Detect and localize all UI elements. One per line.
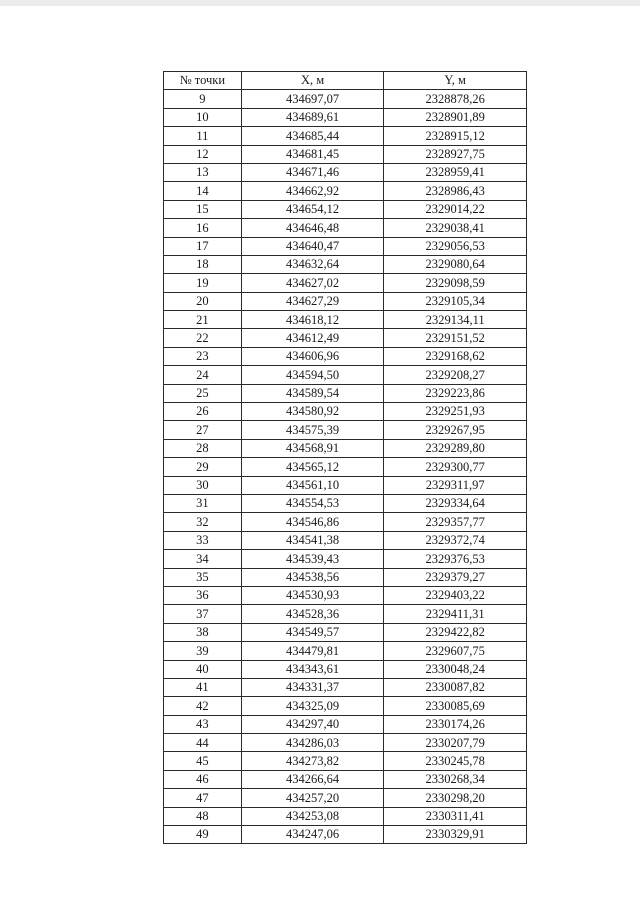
point-number-cell: 41 bbox=[164, 678, 242, 696]
point-number-cell: 25 bbox=[164, 384, 242, 402]
table-row bbox=[164, 127, 527, 145]
table-row bbox=[164, 163, 527, 181]
y-coordinate-cell: 2329080,64 bbox=[384, 255, 527, 273]
x-coordinate-cell: 434589,54 bbox=[241, 384, 384, 402]
x-coordinate-cell: 434530,93 bbox=[241, 586, 384, 604]
y-coordinate-cell: 2330298,20 bbox=[384, 789, 527, 807]
table-row bbox=[164, 108, 527, 126]
y-coordinate-cell: 2329403,22 bbox=[384, 586, 527, 604]
table-row bbox=[164, 660, 527, 678]
x-coordinate-cell: 434565,12 bbox=[241, 458, 384, 476]
table-row bbox=[164, 292, 527, 310]
table-row bbox=[164, 182, 527, 200]
point-number-cell: 16 bbox=[164, 219, 242, 237]
table-row bbox=[164, 734, 527, 752]
x-coordinate-cell: 434253,08 bbox=[241, 807, 384, 825]
x-coordinate-cell: 434632,64 bbox=[241, 255, 384, 273]
table-row bbox=[164, 715, 527, 733]
x-coordinate-cell: 434257,20 bbox=[241, 789, 384, 807]
y-coordinate-cell: 2330245,78 bbox=[384, 752, 527, 770]
point-number-cell: 38 bbox=[164, 623, 242, 641]
header-point-number: № точки bbox=[164, 72, 242, 90]
y-coordinate-cell: 2329098,59 bbox=[384, 274, 527, 292]
table-row bbox=[164, 789, 527, 807]
table-row bbox=[164, 421, 527, 439]
table-row bbox=[164, 642, 527, 660]
table-row bbox=[164, 513, 527, 531]
x-coordinate-cell: 434662,92 bbox=[241, 182, 384, 200]
point-number-cell: 31 bbox=[164, 494, 242, 512]
table-row bbox=[164, 347, 527, 365]
table-row bbox=[164, 770, 527, 788]
point-number-cell: 32 bbox=[164, 513, 242, 531]
point-number-cell: 35 bbox=[164, 568, 242, 586]
x-coordinate-cell: 434343,61 bbox=[241, 660, 384, 678]
table-row bbox=[164, 586, 527, 604]
x-coordinate-cell: 434654,12 bbox=[241, 200, 384, 218]
x-coordinate-cell: 434297,40 bbox=[241, 715, 384, 733]
point-number-cell: 42 bbox=[164, 697, 242, 715]
y-coordinate-cell: 2330207,79 bbox=[384, 734, 527, 752]
table-row bbox=[164, 476, 527, 494]
y-coordinate-cell: 2329038,41 bbox=[384, 219, 527, 237]
x-coordinate-cell: 434575,39 bbox=[241, 421, 384, 439]
x-coordinate-cell: 434325,09 bbox=[241, 697, 384, 715]
x-coordinate-cell: 434697,07 bbox=[241, 90, 384, 108]
header-y: Y, м bbox=[384, 72, 527, 90]
x-coordinate-cell: 434580,92 bbox=[241, 403, 384, 421]
y-coordinate-cell: 2330268,34 bbox=[384, 770, 527, 788]
table-row bbox=[164, 752, 527, 770]
x-coordinate-cell: 434247,06 bbox=[241, 826, 384, 844]
x-coordinate-cell: 434685,44 bbox=[241, 127, 384, 145]
point-number-cell: 37 bbox=[164, 605, 242, 623]
point-number-cell: 18 bbox=[164, 255, 242, 273]
point-number-cell: 13 bbox=[164, 163, 242, 181]
x-coordinate-cell: 434479,81 bbox=[241, 642, 384, 660]
y-coordinate-cell: 2329334,64 bbox=[384, 494, 527, 512]
y-coordinate-cell: 2329251,93 bbox=[384, 403, 527, 421]
point-number-cell: 20 bbox=[164, 292, 242, 310]
y-coordinate-cell: 2329411,31 bbox=[384, 605, 527, 623]
x-coordinate-cell: 434561,10 bbox=[241, 476, 384, 494]
x-coordinate-cell: 434681,45 bbox=[241, 145, 384, 163]
x-coordinate-cell: 434618,12 bbox=[241, 311, 384, 329]
point-number-cell: 21 bbox=[164, 311, 242, 329]
y-coordinate-cell: 2330174,26 bbox=[384, 715, 527, 733]
table-row bbox=[164, 550, 527, 568]
header-row bbox=[164, 72, 527, 90]
point-number-cell: 10 bbox=[164, 108, 242, 126]
x-coordinate-cell: 434539,43 bbox=[241, 550, 384, 568]
point-number-cell: 30 bbox=[164, 476, 242, 494]
x-coordinate-cell: 434568,91 bbox=[241, 439, 384, 457]
point-number-cell: 28 bbox=[164, 439, 242, 457]
y-coordinate-cell: 2329372,74 bbox=[384, 531, 527, 549]
x-coordinate-cell: 434541,38 bbox=[241, 531, 384, 549]
y-coordinate-cell: 2328927,75 bbox=[384, 145, 527, 163]
y-coordinate-cell: 2329168,62 bbox=[384, 347, 527, 365]
table-row bbox=[164, 494, 527, 512]
x-coordinate-cell: 434546,86 bbox=[241, 513, 384, 531]
x-coordinate-cell: 434594,50 bbox=[241, 366, 384, 384]
x-coordinate-cell: 434538,56 bbox=[241, 568, 384, 586]
table-row bbox=[164, 531, 527, 549]
y-coordinate-cell: 2329105,34 bbox=[384, 292, 527, 310]
y-coordinate-cell: 2329056,53 bbox=[384, 237, 527, 255]
x-coordinate-cell: 434273,82 bbox=[241, 752, 384, 770]
table-row bbox=[164, 623, 527, 641]
point-number-cell: 11 bbox=[164, 127, 242, 145]
y-coordinate-cell: 2330048,24 bbox=[384, 660, 527, 678]
y-coordinate-cell: 2330329,91 bbox=[384, 826, 527, 844]
y-coordinate-cell: 2329422,82 bbox=[384, 623, 527, 641]
point-number-cell: 44 bbox=[164, 734, 242, 752]
scan-top-edge bbox=[0, 0, 640, 6]
y-coordinate-cell: 2329267,95 bbox=[384, 421, 527, 439]
table-row bbox=[164, 366, 527, 384]
table-row bbox=[164, 219, 527, 237]
table-row bbox=[164, 678, 527, 696]
point-number-cell: 9 bbox=[164, 90, 242, 108]
table-row bbox=[164, 807, 527, 825]
y-coordinate-cell: 2329014,22 bbox=[384, 200, 527, 218]
table-row bbox=[164, 605, 527, 623]
y-coordinate-cell: 2329376,53 bbox=[384, 550, 527, 568]
y-coordinate-cell: 2328959,41 bbox=[384, 163, 527, 181]
table-row bbox=[164, 274, 527, 292]
x-coordinate-cell: 434627,29 bbox=[241, 292, 384, 310]
table-row bbox=[164, 90, 527, 108]
x-coordinate-cell: 434640,47 bbox=[241, 237, 384, 255]
point-number-cell: 12 bbox=[164, 145, 242, 163]
x-coordinate-cell: 434549,57 bbox=[241, 623, 384, 641]
y-coordinate-cell: 2328878,26 bbox=[384, 90, 527, 108]
table-row bbox=[164, 439, 527, 457]
header-x: X, м bbox=[241, 72, 384, 90]
x-coordinate-cell: 434606,96 bbox=[241, 347, 384, 365]
point-number-cell: 36 bbox=[164, 586, 242, 604]
y-coordinate-cell: 2330311,41 bbox=[384, 807, 527, 825]
y-coordinate-cell: 2329289,80 bbox=[384, 439, 527, 457]
y-coordinate-cell: 2329208,27 bbox=[384, 366, 527, 384]
point-number-cell: 22 bbox=[164, 329, 242, 347]
x-coordinate-cell: 434286,03 bbox=[241, 734, 384, 752]
y-coordinate-cell: 2329300,77 bbox=[384, 458, 527, 476]
x-coordinate-cell: 434266,64 bbox=[241, 770, 384, 788]
x-coordinate-cell: 434528,36 bbox=[241, 605, 384, 623]
x-coordinate-cell: 434554,53 bbox=[241, 494, 384, 512]
table-row bbox=[164, 311, 527, 329]
table-row bbox=[164, 403, 527, 421]
y-coordinate-cell: 2329151,52 bbox=[384, 329, 527, 347]
table-row bbox=[164, 255, 527, 273]
point-number-cell: 17 bbox=[164, 237, 242, 255]
table-row bbox=[164, 237, 527, 255]
table-row bbox=[164, 384, 527, 402]
point-number-cell: 46 bbox=[164, 770, 242, 788]
y-coordinate-cell: 2328915,12 bbox=[384, 127, 527, 145]
y-coordinate-cell: 2328901,89 bbox=[384, 108, 527, 126]
table-row bbox=[164, 145, 527, 163]
point-number-cell: 43 bbox=[164, 715, 242, 733]
x-coordinate-cell: 434612,49 bbox=[241, 329, 384, 347]
point-number-cell: 40 bbox=[164, 660, 242, 678]
y-coordinate-cell: 2329311,97 bbox=[384, 476, 527, 494]
x-coordinate-cell: 434646,48 bbox=[241, 219, 384, 237]
x-coordinate-cell: 434689,61 bbox=[241, 108, 384, 126]
y-coordinate-cell: 2329379,27 bbox=[384, 568, 527, 586]
point-number-cell: 14 bbox=[164, 182, 242, 200]
point-number-cell: 33 bbox=[164, 531, 242, 549]
table-header bbox=[164, 72, 527, 90]
y-coordinate-cell: 2329357,77 bbox=[384, 513, 527, 531]
point-number-cell: 27 bbox=[164, 421, 242, 439]
y-coordinate-cell: 2329134,11 bbox=[384, 311, 527, 329]
y-coordinate-cell: 2329607,75 bbox=[384, 642, 527, 660]
point-number-cell: 15 bbox=[164, 200, 242, 218]
point-number-cell: 48 bbox=[164, 807, 242, 825]
x-coordinate-cell: 434671,46 bbox=[241, 163, 384, 181]
point-number-cell: 26 bbox=[164, 403, 242, 421]
point-number-cell: 49 bbox=[164, 826, 242, 844]
table-body bbox=[164, 90, 527, 844]
point-number-cell: 34 bbox=[164, 550, 242, 568]
table-row bbox=[164, 568, 527, 586]
point-number-cell: 39 bbox=[164, 642, 242, 660]
table-row bbox=[164, 697, 527, 715]
point-number-cell: 19 bbox=[164, 274, 242, 292]
y-coordinate-cell: 2328986,43 bbox=[384, 182, 527, 200]
x-coordinate-cell: 434331,37 bbox=[241, 678, 384, 696]
point-number-cell: 23 bbox=[164, 347, 242, 365]
point-number-cell: 47 bbox=[164, 789, 242, 807]
x-coordinate-cell: 434627,02 bbox=[241, 274, 384, 292]
y-coordinate-cell: 2330085,69 bbox=[384, 697, 527, 715]
point-number-cell: 24 bbox=[164, 366, 242, 384]
y-coordinate-cell: 2330087,82 bbox=[384, 678, 527, 696]
table-row bbox=[164, 826, 527, 844]
coordinates-table bbox=[163, 71, 527, 844]
point-number-cell: 29 bbox=[164, 458, 242, 476]
table-row bbox=[164, 329, 527, 347]
table-row bbox=[164, 458, 527, 476]
point-number-cell: 45 bbox=[164, 752, 242, 770]
y-coordinate-cell: 2329223,86 bbox=[384, 384, 527, 402]
table-row bbox=[164, 200, 527, 218]
